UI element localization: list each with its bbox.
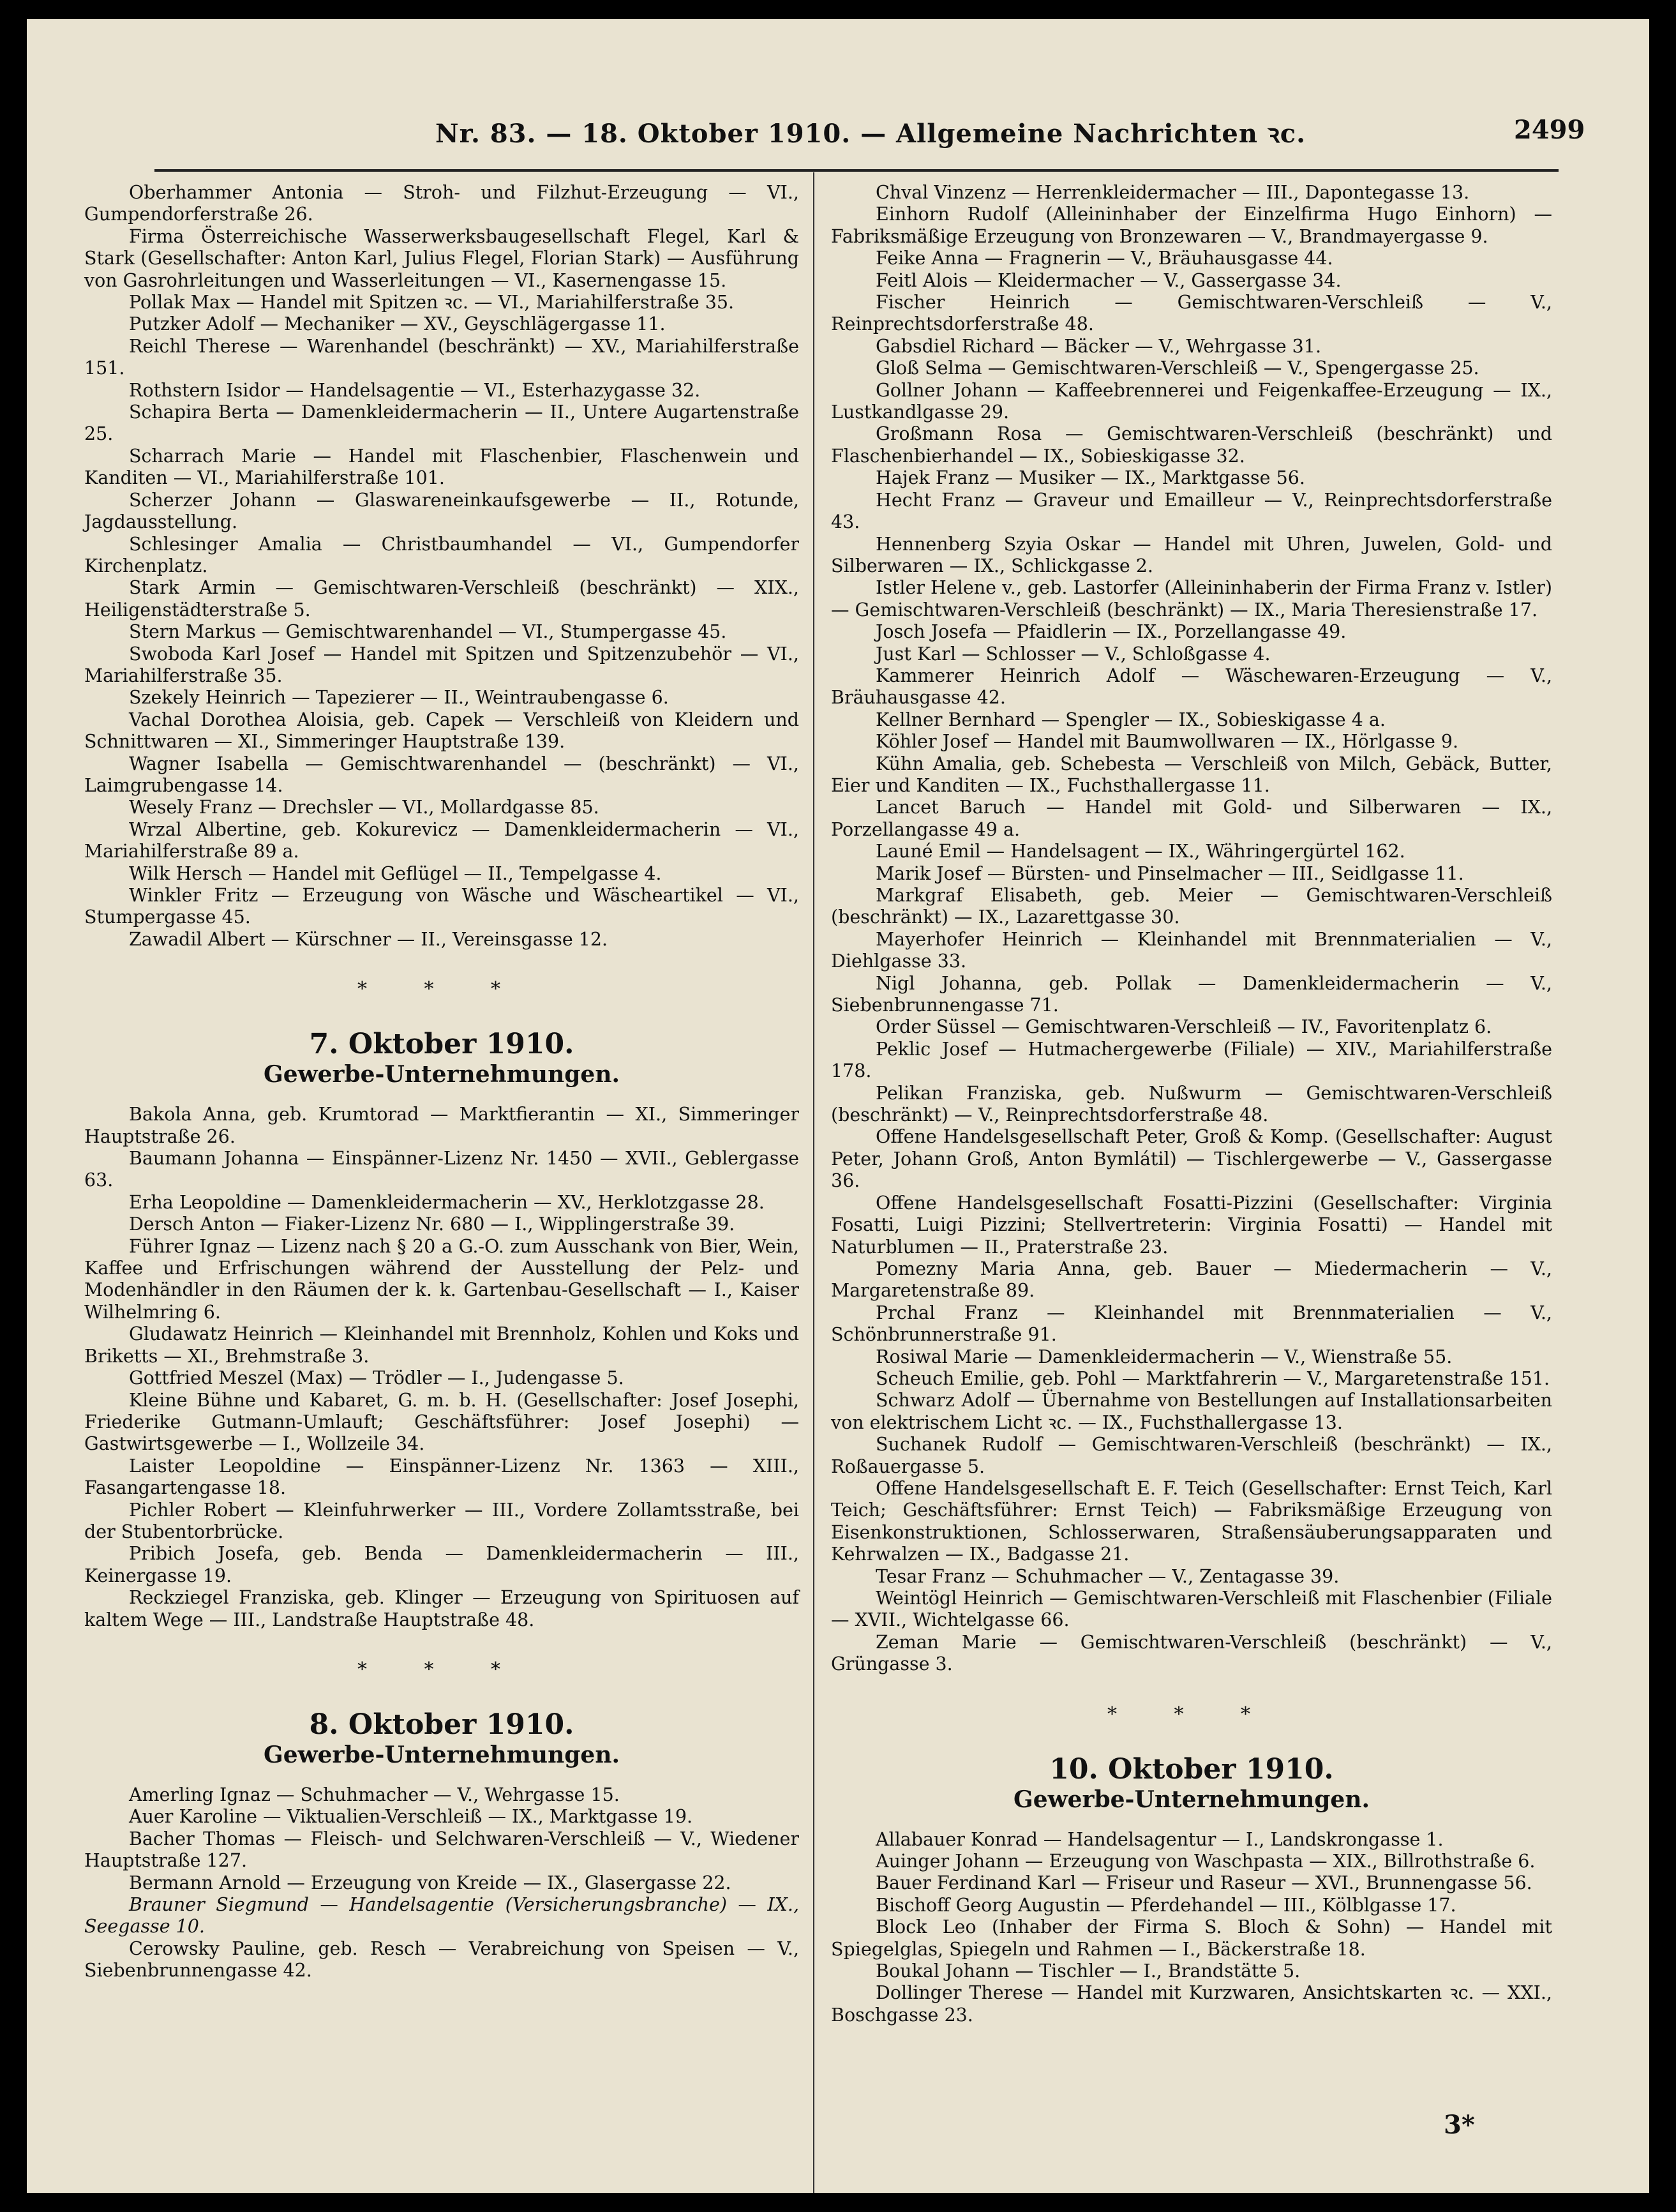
register-entry: Scharrach Marie — Handel mit Flaschenbier, Flaschenwein und Kanditen — VI., Mariahilferstraße 101. xyxy=(84,445,799,489)
register-entry: Schapira Berta — Damenkleidermacherin — II., Untere Augartenstraße 25. xyxy=(84,402,799,445)
register-entry: Schwarz Adolf — Übernahme von Bestellungen auf Installationsarbeiten von elektrischem Licht ꝛc. — IX., Fuchsthallergasse 13. xyxy=(831,1390,1552,1433)
register-entry: Einhorn Rudolf (Alleininhaber der Einzelfirma Hugo Einhorn) — Fabriksmäßige Erzeugung von Bronzewaren — V., Brandmayergasse 9. xyxy=(831,204,1552,247)
section-separator: * * * xyxy=(1107,1703,1276,1726)
register-entry: Order Süssel — Gemischtwaren-Verschleiß — IV., Favoritenplatz 6. xyxy=(876,1016,1492,1038)
register-entry: Nigl Johanna, geb. Pollak — Damenkleidermacherin — V., Siebenbrunnengasse 71. xyxy=(831,972,1552,1016)
newspaper-page xyxy=(27,19,1649,2193)
section-separator: * * * xyxy=(357,978,527,1001)
entry-list xyxy=(84,182,799,951)
register-entry: Schlesinger Amalia — Christbaumhandel — VI., Gumpendorfer Kirchenplatz. xyxy=(84,533,799,576)
register-entry: Winkler Fritz — Erzeugung von Wäsche und Wäscheartikel — VI., Stumpergasse 45. xyxy=(84,885,799,928)
register-entry: Allabauer Konrad — Handelsagentur — I., Landskrongasse 1. xyxy=(876,1828,1444,1850)
register-entry: Rosiwal Marie — Damenkleidermacherin — V., Wienstraße 55. xyxy=(876,1346,1453,1367)
register-entry: Prchal Franz — Kleinhandel mit Brennmaterialien — V., Schönbrunnerstraße 91. xyxy=(831,1302,1552,1346)
register-entry: Wrzal Albertine, geb. Kokurevicz — Damenkleidermacherin — VI., Mariahilferstraße 89 a. xyxy=(84,818,799,862)
register-entry: Cerowsky Pauline, geb. Resch — Verabreichung von Speisen — V., Siebenbrunnengasse 42. xyxy=(84,1937,799,1982)
register-entry: Markgraf Elisabeth, geb. Meier — Gemischtwaren-Verschleiß (beschränkt) — IX., Lazarettgasse 30. xyxy=(831,885,1552,928)
register-entry: Mayerhofer Heinrich — Kleinhandel mit Brennmaterialien — V., Diehlgasse 33. xyxy=(831,928,1552,972)
column-divider xyxy=(813,172,814,2193)
page-header xyxy=(27,115,1649,160)
page-number: 2499 xyxy=(1514,115,1585,145)
register-entry: Scherzer Johann — Glaswareneinkaufsgewerbe — II., Rotunde, Jagdausstellung. xyxy=(84,489,799,533)
register-entry: Josch Josefa — Pfaidlerin — IX., Porzellangasse 49. xyxy=(876,621,1347,643)
register-entry: Kleine Bühne und Kabaret, G. m. b. H. (Gesellschafter: Josef Josephi, Friederike Gutmann-Umlauft; Geschäftsführer: Josef Josephi) — Gastwirtsgewerbe — I., Wollzeile 34. xyxy=(84,1389,799,1455)
register-entry: Weintögl Heinrich — Gemischtwaren-Verschleiß mit Flaschenbier (Filiale — XVII., Wichtelgasse 66. xyxy=(831,1588,1552,1631)
register-entry: Reichl Therese — Warenhandel (beschränkt) — XV., Mariahilferstraße 151. xyxy=(84,335,799,379)
register-entry: Kühn Amalia, geb. Schebesta — Verschleiß von Milch, Gebäck, Butter, Eier und Kanditen — IX., Fuchsthallergasse 11. xyxy=(831,753,1552,796)
section-heading: Gewerbe-Unternehmungen. xyxy=(1013,1786,1370,1813)
register-entry: Dollinger Therese — Handel mit Kurzwaren, Ansichtskarten ꝛc. — XXI., Boschgasse 23. xyxy=(831,1982,1552,2026)
register-entry: Scheuch Emilie, geb. Pohl — Marktfahrerin — V., Margaretenstraße 151. xyxy=(876,1367,1550,1389)
register-entry: Rothstern Isidor — Handelsagentie — VI., Esterhazygasse 32. xyxy=(129,379,701,401)
register-entry: Offene Handelsgesellschaft Fosatti-Pizzini (Gesellschafter: Virginia Fosatti, Luigi Pizzini; Stellvertreterin: Virginia Fosatti) — Handel mit Naturblumen — II., Praterstraße 23. xyxy=(831,1192,1552,1258)
header-title: Nr. 83. — 18. Oktober 1910. — Allgemeine Nachrichten ꝛc. xyxy=(435,119,1306,149)
register-entry: Firma Österreichische Wasserwerksbaugesellschaft Flegel, Karl & Stark (Gesellschafter: Anton Karl, Julius Flegel, Florian Stark) — Ausführung von Gasrohrleitungen und Wasserleitungen — VI., Kasernengasse 15. xyxy=(84,225,799,291)
register-entry: Auer Karoline — Viktualien-Verschleiß — IX., Marktgasse 19. xyxy=(129,1806,693,1828)
register-entry: Bauer Ferdinand Karl — Friseur und Raseur — XVI., Brunnengasse 56. xyxy=(876,1872,1532,1894)
register-entry: Gabsdiel Richard — Bäcker — V., Wehrgasse 31. xyxy=(876,335,1321,357)
register-entry: Putzker Adolf — Mechaniker — XV., Geyschlägergasse 11. xyxy=(129,313,666,335)
register-entry: Feike Anna — Fragnerin — V., Bräuhausgasse 44. xyxy=(876,248,1333,269)
register-entry: Just Karl — Schlosser — V., Schloßgasse 4. xyxy=(876,643,1271,665)
entry-list xyxy=(831,1829,1552,2027)
register-entry: Tesar Franz — Schuhmacher — V., Zentagasse 39. xyxy=(876,1565,1340,1587)
section-date: 7. Oktober 1910. xyxy=(309,1028,574,1061)
section-heading: Gewerbe-Unternehmungen. xyxy=(263,1061,620,1088)
register-entry: Wesely Franz — Drechsler — VI., Mollardgasse 85. xyxy=(129,797,599,818)
right-column xyxy=(831,182,1552,2026)
register-entry: Chval Vinzenz — Herrenkleidermacher — III., Dapontegasse 13. xyxy=(876,182,1470,203)
register-entry: Laister Leopoldine — Einspänner-Lizenz Nr. 1363 — XIII., Fasangartengasse 18. xyxy=(84,1455,799,1499)
register-entry: Brauner Siegmund — Handelsagentie (Versicherungsbranche) — IX., Seegasse 10. xyxy=(84,1894,799,1937)
section-date: 10. Oktober 1910. xyxy=(1049,1752,1334,1786)
register-entry: Großmann Rosa — Gemischtwaren-Verschleiß (beschränkt) und Flaschenbierhandel — IX., Sobieskigasse 32. xyxy=(831,423,1552,467)
register-entry: Wilk Hersch — Handel mit Geflügel — II., Tempelgasse 4. xyxy=(129,862,662,884)
register-entry: Bacher Thomas — Fleisch- und Selchwaren-Verschleiß — V., Wiedener Hauptstraße 127. xyxy=(84,1828,799,1872)
register-entry: Bermann Arnold — Erzeugung von Kreide — IX., Glasergasse 22. xyxy=(129,1872,731,1893)
register-entry: Erha Leopoldine — Damenkleidermacherin — XV., Herklotzgasse 28. xyxy=(129,1191,765,1213)
register-entry: Pichler Robert — Kleinfuhrwerker — III., Vordere Zollamtsstraße, bei der Stubentorbrücke. xyxy=(84,1499,799,1542)
register-entry: Führer Ignaz — Lizenz nach § 20 a G.-O. zum Ausschank von Bier, Wein, Kaffee und Erfrischungen während der Ausstellung der Pelz- und Modenhändler in den Räumen der k. k. Gartenbau-Gesellschaft — I., Kaiser Wilhelmring 6. xyxy=(84,1235,799,1323)
register-entry: Wagner Isabella — Gemischtwarenhandel — (beschränkt) — VI., Laimgrubengasse 14. xyxy=(84,753,799,796)
register-entry: Gollner Johann — Kaffeebrennerei und Feigenkaffee-Erzeugung — IX., Lustkandlgasse 29. xyxy=(831,379,1552,423)
register-entry: Offene Handelsgesellschaft Peter, Groß & Komp. (Gesellschafter: August Peter, Johann Groß, Anton Bymlátil) — Tischlergewerbe — V., Gassergasse 36. xyxy=(831,1126,1552,1192)
register-entry: Zeman Marie — Gemischtwaren-Verschleiß (beschränkt) — V., Grüngasse 3. xyxy=(831,1631,1552,1675)
register-entry: Amerling Ignaz — Schuhmacher — V., Wehrgasse 15. xyxy=(129,1784,620,1805)
register-entry: Szekely Heinrich — Tapezierer — II., Weintraubengasse 6. xyxy=(129,687,669,709)
register-entry: Baumann Johanna — Einspänner-Lizenz Nr. 1450 — XVII., Geblergasse 63. xyxy=(84,1148,799,1191)
register-entry: Gloß Selma — Gemischtwaren-Verschleiß — V., Spengergasse 25. xyxy=(876,357,1479,379)
register-entry: Block Leo (Inhaber der Firma S. Bloch & Sohn) — Handel mit Spiegelglas, Spiegeln und Rahmen — I., Bäckerstraße 18. xyxy=(831,1916,1552,1960)
left-column xyxy=(84,182,799,1982)
register-entry: Boukal Johann — Tischler — I., Brandstätte 5. xyxy=(876,1960,1301,1982)
register-entry: Pollak Max — Handel mit Spitzen ꝛc. — VI., Mariahilferstraße 35. xyxy=(129,292,735,313)
register-entry: Istler Helene v., geb. Lastorfer (Alleininhaberin der Firma Franz v. Istler) — Gemischtwaren-Verschleiß (beschränkt) — IX., Maria Theresienstraße 17. xyxy=(831,577,1552,621)
register-entry: Stern Markus — Gemischtwarenhandel — VI., Stumpergasse 45. xyxy=(129,621,727,643)
section-date: 8. Oktober 1910. xyxy=(309,1708,574,1741)
header-rule xyxy=(154,169,1559,172)
register-entry: Kammerer Heinrich Adolf — Wäschewaren-Erzeugung — V., Bräuhausgasse 42. xyxy=(831,665,1552,709)
register-entry: Pelikan Franziska, geb. Nußwurm — Gemischtwaren-Verschleiß (beschränkt) — V., Reinprechtsdorferstraße 48. xyxy=(831,1082,1552,1126)
register-entry: Suchanek Rudolf — Gemischtwaren-Verschleiß (beschränkt) — IX., Roßauergasse 5. xyxy=(831,1434,1552,1477)
register-entry: Kellner Bernhard — Spengler — IX., Sobieskigasse 4 a. xyxy=(876,709,1386,730)
register-entry: Dersch Anton — Fiaker-Lizenz Nr. 680 — I., Wipplingerstraße 39. xyxy=(129,1214,735,1235)
register-entry: Bischoff Georg Augustin — Pferdehandel — III., Kölblgasse 17. xyxy=(876,1894,1456,1916)
section-heading: Gewerbe-Unternehmungen. xyxy=(263,1741,620,1768)
register-entry: Offene Handelsgesellschaft E. F. Teich (Gesellschafter: Ernst Teich, Karl Teich; Geschäftsführer: Ernst Teich) — Fabriksmäßige Erzeugung von Eisenkonstruktionen, Schlosserwaren, Straßensäuberungsapparaten und Kehrwalzen — IX., Badgasse 21. xyxy=(831,1477,1552,1565)
register-entry: Hennenberg Szyia Oskar — Handel mit Uhren, Juwelen, Gold- und Silberwaren — IX., Schlickgasse 2. xyxy=(831,533,1552,576)
register-entry: Feitl Alois — Kleidermacher — V., Gassergasse 34. xyxy=(876,269,1342,291)
register-entry: Lancet Baruch — Handel mit Gold- und Silberwaren — IX., Porzellangasse 49 a. xyxy=(831,797,1552,840)
register-entry: Marik Josef — Bürsten- und Pinselmacher — III., Seidlgasse 11. xyxy=(876,862,1464,884)
register-entry: Zawadil Albert — Kürschner — II., Vereinsgasse 12. xyxy=(129,928,608,950)
register-entry: Auinger Johann — Erzeugung von Waschpasta — XIX., Billrothstraße 6. xyxy=(876,1851,1536,1872)
register-entry: Oberhammer Antonia — Stroh- und Filzhut-Erzeugung — VI., Gumpendorferstraße 26. xyxy=(84,182,799,225)
entry-list xyxy=(831,182,1552,1676)
register-entry: Hecht Franz — Graveur und Emailleur — V., Reinprechtsdorferstraße 43. xyxy=(831,489,1552,533)
register-entry: Reckziegel Franziska, geb. Klinger — Erzeugung von Spirituosen auf kaltem Wege — III., Landstraße Hauptstraße 48. xyxy=(84,1587,799,1630)
register-entry: Pribich Josefa, geb. Benda — Damenkleidermacherin — III., Keinergasse 19. xyxy=(84,1543,799,1586)
register-entry: Hajek Franz — Musiker — IX., Marktgasse 56. xyxy=(876,467,1305,489)
section-separator: * * * xyxy=(357,1658,527,1681)
register-entry: Bakola Anna, geb. Krumtorad — Marktfierantin — XI., Simmeringer Hauptstraße 26. xyxy=(84,1104,799,1147)
register-entry: Fischer Heinrich — Gemischtwaren-Verschleiß — V., Reinprechtsdorferstraße 48. xyxy=(831,292,1552,335)
register-entry: Stark Armin — Gemischtwaren-Verschleiß (beschränkt) — XIX., Heiligenstädterstraße 5. xyxy=(84,577,799,621)
register-entry: Peklic Josef — Hutmachergewerbe (Filiale) — XIV., Mariahilferstraße 178. xyxy=(831,1038,1552,1082)
register-entry: Launé Emil — Handelsagent — IX., Währingergürtel 162. xyxy=(876,841,1405,862)
entry-list xyxy=(84,1784,799,1982)
register-entry: Köhler Josef — Handel mit Baumwollwaren — IX., Hörlgasse 9. xyxy=(876,731,1459,753)
register-entry: Gludawatz Heinrich — Kleinhandel mit Brennholz, Kohlen und Koks und Briketts — XI., Brehmstraße 3. xyxy=(84,1323,799,1367)
register-entry: Gottfried Meszel (Max) — Trödler — I., Judengasse 5. xyxy=(129,1367,624,1389)
register-entry: Swoboda Karl Josef — Handel mit Spitzen und Spitzenzubehör — VI., Mariahilferstraße 35. xyxy=(84,643,799,686)
entry-list xyxy=(84,1104,799,1631)
register-entry: Vachal Dorothea Aloisia, geb. Capek — Verschleiß von Kleidern und Schnittwaren — XI., Simmeringer Hauptstraße 139. xyxy=(84,709,799,753)
register-entry: Pomezny Maria Anna, geb. Bauer — Miedermacherin — V., Margaretenstraße 89. xyxy=(831,1258,1552,1302)
signature-mark: 3* xyxy=(1444,2110,1475,2140)
